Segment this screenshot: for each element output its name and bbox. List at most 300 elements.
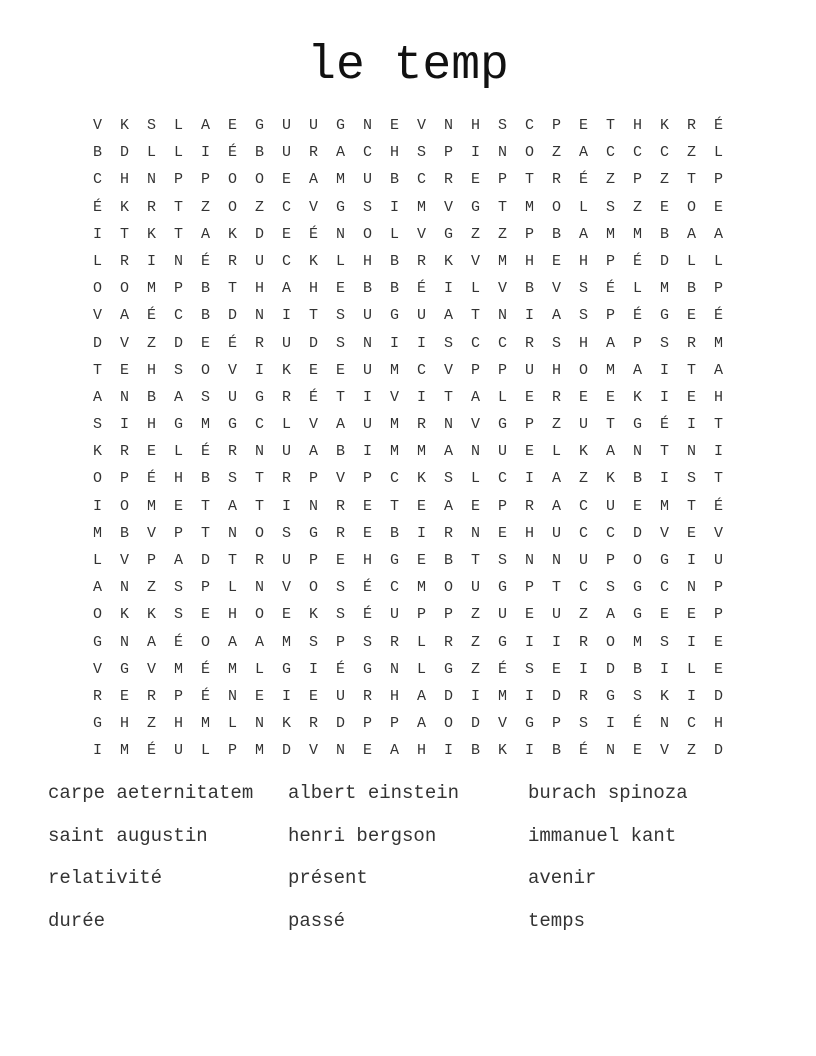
grid-letter: O [119,497,129,515]
word-list-item: saint augustin [48,824,208,847]
grid-letter: A [389,742,399,760]
grid-row [84,465,732,492]
grid-letter: A [551,307,561,325]
grid-letter: P [524,579,534,597]
grid-letter: V [443,198,453,216]
grid-letter: É [200,443,210,461]
grid-letter: O [227,171,237,189]
grid-letter: E [362,497,372,515]
grid-letter: C [497,334,507,352]
grid-letter: R [524,497,534,515]
grid-letter: M [281,633,291,651]
grid-letter: T [605,416,615,434]
grid-letter: I [686,552,696,569]
grid-letter: I [389,198,399,216]
grid-letter: M [632,633,642,651]
grid-letter: N [335,225,345,243]
grid-letter: T [200,524,210,542]
grid-letter: K [146,225,156,243]
grid-letter: U [497,606,507,624]
grid-letter: T [686,171,696,189]
grid-letter: E [281,606,291,624]
grid-letter: E [713,660,723,678]
grid-letter: V [92,307,102,325]
grid-letter: T [443,388,453,406]
grid-letter: P [551,117,561,134]
grid-letter: N [470,524,480,542]
grid-letter: M [497,252,507,270]
grid-letter: A [713,225,723,243]
grid-letter: R [281,470,291,488]
grid-letter: I [659,388,669,406]
grid-letter: V [281,579,291,597]
grid-letter: V [470,416,480,434]
grid-letter: H [578,334,588,352]
grid-letter: L [470,470,480,488]
grid-letter: P [713,171,723,189]
grid-letter: C [281,198,291,216]
grid-letter: N [686,443,696,461]
grid-letter: G [443,225,453,243]
grid-letter: S [281,524,291,542]
grid-letter: Z [497,225,507,243]
grid-letter: C [632,144,642,162]
grid-letter: D [227,307,237,325]
grid-letter: N [605,742,615,760]
grid-letter: G [632,606,642,624]
grid-letter: A [551,497,561,515]
grid-letter: H [713,715,723,733]
grid-letter: U [416,307,426,325]
grid-letter: N [389,660,399,678]
grid-letter: V [389,388,399,406]
grid-letter: P [443,606,453,624]
grid-letter: K [281,361,291,379]
grid-letter: K [92,443,102,461]
grid-letter: M [605,225,615,243]
word-list-item: relativité [48,867,163,889]
grid-letter: S [227,470,237,488]
grid-letter: G [497,633,507,651]
grid-letter: H [362,252,372,270]
grid-letter: B [389,252,399,270]
grid-letter: K [443,252,453,270]
grid-letter: U [713,552,723,569]
grid-letter: T [605,117,615,134]
grid-letter: Z [551,144,561,162]
grid-row [84,601,732,628]
grid-letter: L [632,280,642,298]
grid-letter: A [470,388,480,406]
grid-letter: A [227,633,237,651]
grid-letter: V [119,334,129,352]
grid-letter: P [119,470,129,488]
grid-letter: I [524,742,534,760]
grid-letter: C [578,579,588,597]
grid-letter: V [659,742,669,760]
grid-letter: D [173,334,183,352]
word-list [48,778,768,948]
grid-letter: G [389,552,399,569]
grid-letter: P [524,416,534,434]
grid-letter: É [713,117,723,134]
grid-letter: E [416,552,426,569]
grid-letter: Z [632,198,642,216]
grid-letter: C [173,307,183,325]
grid-letter: U [362,307,372,325]
grid-letter: C [686,715,696,733]
grid-letter: P [605,252,615,270]
grid-letter: I [524,633,534,651]
grid-letter: I [659,361,669,379]
grid-letter: M [659,497,669,515]
grid-letter: P [173,171,183,189]
grid-letter: S [578,715,588,733]
grid-letter: T [254,470,264,488]
grid-letter: V [227,361,237,379]
grid-letter: T [227,280,237,298]
grid-letter: M [713,334,723,352]
grid-letter: I [524,470,534,488]
grid-letter: A [200,117,210,134]
grid-letter: E [362,742,372,760]
grid-letter: Z [686,144,696,162]
word-list-item: passé [288,909,346,932]
grid-letter: Z [578,470,588,488]
grid-letter: E [524,606,534,624]
grid-row [84,493,732,520]
grid-letter: E [686,388,696,406]
grid-letter: S [362,198,372,216]
grid-letter: S [173,579,183,597]
grid-letter: C [362,144,372,162]
grid-letter: H [308,280,318,298]
grid-letter: B [443,552,453,569]
grid-letter: R [686,117,696,134]
grid-letter: T [200,497,210,515]
grid-letter: D [335,715,345,733]
grid-letter: E [551,252,561,270]
grid-letter: É [308,225,318,243]
grid-letter: S [335,334,345,352]
grid-letter: I [281,687,291,705]
grid-letter: D [281,742,291,760]
grid-letter: I [308,660,318,678]
grid-letter: O [92,470,102,488]
grid-letter: M [200,715,210,733]
grid-letter: H [227,606,237,624]
grid-letter: L [173,144,183,162]
grid-letter: T [497,198,507,216]
grid-letter: N [470,443,480,461]
grid-letter: G [308,524,318,542]
grid-letter: M [254,742,264,760]
grid-letter: S [605,579,615,597]
grid-letter: M [227,660,237,678]
grid-letter: É [659,416,669,434]
grid-letter: B [551,742,561,760]
grid-letter: C [578,524,588,542]
grid-letter: S [578,280,588,298]
grid-letter: D [551,687,561,705]
grid-letter: R [254,334,264,352]
grid-letter: N [227,524,237,542]
grid-letter: E [578,117,588,134]
grid-letter: D [254,225,264,243]
grid-letter: H [524,524,534,542]
grid-letter: E [686,524,696,542]
grid-letter: B [632,470,642,488]
grid-letter: I [443,742,453,760]
grid-letter: É [578,171,588,189]
grid-letter: B [335,443,345,461]
grid-letter: E [578,388,588,406]
grid-letter: E [713,198,723,216]
grid-letter: V [92,660,102,678]
grid-letter: S [146,117,156,134]
grid-letter: Z [659,171,669,189]
grid-letter: N [443,416,453,434]
grid-letter: T [92,361,102,379]
grid-letter: Z [146,334,156,352]
grid-letter: I [254,361,264,379]
grid-letter: K [578,443,588,461]
grid-letter: E [389,117,399,134]
grid-letter: Z [470,225,480,243]
grid-letter: M [497,687,507,705]
grid-letter: I [389,334,399,352]
grid-letter: G [659,552,669,569]
grid-letter: U [308,117,318,134]
word-list-item: albert einstein [288,782,460,804]
grid-letter: N [551,552,561,569]
grid-letter: I [659,470,669,488]
grid-letter: E [497,524,507,542]
grid-letter: P [443,144,453,162]
grid-row [84,357,732,384]
grid-letter: T [686,497,696,515]
grid-letter: D [200,552,210,569]
grid-letter: E [200,334,210,352]
grid-letter: P [146,552,156,569]
grid-letter: T [470,307,480,325]
grid-row [84,656,732,683]
grid-letter: A [308,443,318,461]
grid-letter: A [146,633,156,651]
grid-letter: P [308,470,318,488]
grid-letter: Z [605,171,615,189]
grid-letter: L [92,552,102,569]
grid-letter: E [713,633,723,651]
grid-letter: U [281,334,291,352]
grid-letter: P [713,579,723,597]
grid-letter: V [416,117,426,134]
grid-letter: V [146,524,156,542]
grid-letter: I [551,633,561,651]
grid-letter: G [443,660,453,678]
grid-letter: A [686,225,696,243]
grid-letter: P [713,280,723,298]
grid-letter: T [551,579,561,597]
grid-letter: I [92,497,102,515]
grid-letter: É [146,307,156,325]
grid-letter: G [281,660,291,678]
grid-letter: O [632,552,642,569]
grid-letter: H [578,252,588,270]
grid-letter: K [605,470,615,488]
grid-letter: E [632,497,642,515]
grid-letter: G [659,307,669,325]
grid-letter: I [524,687,534,705]
grid-letter: E [335,361,345,379]
grid-row [84,194,732,221]
grid-letter: G [335,117,345,134]
grid-letter: U [551,606,561,624]
grid-letter: U [578,416,588,434]
grid-letter: A [632,361,642,379]
grid-letter: H [146,416,156,434]
grid-letter: T [686,361,696,379]
grid-letter: É [146,742,156,760]
grid-letter: Z [578,606,588,624]
grid-letter: N [686,579,696,597]
grid-letter: R [335,524,345,542]
grid-letter: E [227,117,237,134]
grid-letter: É [362,606,372,624]
grid-letter: E [524,388,534,406]
grid-letter: V [659,524,669,542]
grid-letter: U [281,144,291,162]
grid-letter: I [659,660,669,678]
grid-letter: P [497,497,507,515]
grid-letter: N [497,144,507,162]
grid-letter: K [227,225,237,243]
grid-letter: H [551,361,561,379]
grid-letter: É [335,660,345,678]
grid-letter: O [308,579,318,597]
grid-letter: R [389,633,399,651]
grid-letter: L [416,633,426,651]
grid-letter: G [362,660,372,678]
grid-letter: G [497,579,507,597]
grid-letter: H [389,687,399,705]
grid-letter: O [605,633,615,651]
grid-letter: A [335,416,345,434]
grid-letter: U [362,171,372,189]
grid-letter: B [470,742,480,760]
grid-letter: E [119,361,129,379]
grid-letter: S [551,334,561,352]
grid-letter: É [200,252,210,270]
grid-letter: B [659,225,669,243]
grid-letter: M [335,171,345,189]
grid-row [84,330,732,357]
grid-letter: O [200,633,210,651]
grid-row [84,275,732,302]
grid-letter: E [308,687,318,705]
grid-letter: R [92,687,102,705]
grid-letter: A [416,687,426,705]
grid-letter: É [605,280,615,298]
grid-letter: I [686,687,696,705]
grid-letter: E [470,171,480,189]
page-title: le temp [307,39,509,93]
grid-letter: N [146,171,156,189]
grid-letter: L [281,416,291,434]
grid-letter: H [470,117,480,134]
grid-letter: C [497,470,507,488]
grid-letter: G [335,198,345,216]
grid-letter: O [443,579,453,597]
grid-letter: A [443,307,453,325]
grid-letter: C [659,579,669,597]
grid-letter: N [119,579,129,597]
grid-letter: V [443,361,453,379]
grid-letter: É [362,579,372,597]
grid-letter: M [146,497,156,515]
grid-letter: Z [254,198,264,216]
grid-letter: L [92,252,102,270]
grid-letter: R [119,443,129,461]
grid-letter: L [335,252,345,270]
word-list-item: burach spinoza [528,782,688,804]
grid-letter: N [227,687,237,705]
grid-letter: U [227,388,237,406]
grid-letter: R [443,633,453,651]
grid-row [84,139,732,166]
grid-row [84,520,732,547]
grid-letter: É [92,198,102,216]
word-list-item: immanuel kant [528,824,677,847]
grid-letter: E [659,606,669,624]
grid-letter: L [416,660,426,678]
grid-letter: U [470,579,480,597]
grid-letter: R [281,388,291,406]
grid-letter: A [578,225,588,243]
grid-letter: K [497,742,507,760]
grid-letter: S [308,633,318,651]
grid-letter: O [443,715,453,733]
grid-letter: E [686,606,696,624]
grid-letter: K [281,715,291,733]
grid-letter: V [119,552,129,569]
grid-letter: A [200,225,210,243]
grid-letter: R [227,252,237,270]
grid-letter: É [497,660,507,678]
grid-letter: A [227,497,237,515]
grid-letter: N [443,117,453,134]
grid-letter: R [443,171,453,189]
grid-letter: H [713,388,723,406]
grid-letter: B [92,144,102,162]
grid-letter: H [119,171,129,189]
grid-letter: U [254,252,264,270]
grid-letter: É [227,334,237,352]
grid-row [84,574,732,601]
grid-letter: L [713,252,723,270]
grid-letter: E [281,171,291,189]
grid-letter: V [497,715,507,733]
grid-letter: S [443,470,453,488]
grid-letter: V [335,470,345,488]
grid-letter: V [416,225,426,243]
grid-letter: I [713,443,723,461]
grid-letter: P [524,225,534,243]
grid-letter: A [119,307,129,325]
grid-letter: K [119,198,129,216]
grid-letter: A [443,443,453,461]
grid-letter: P [605,552,615,569]
